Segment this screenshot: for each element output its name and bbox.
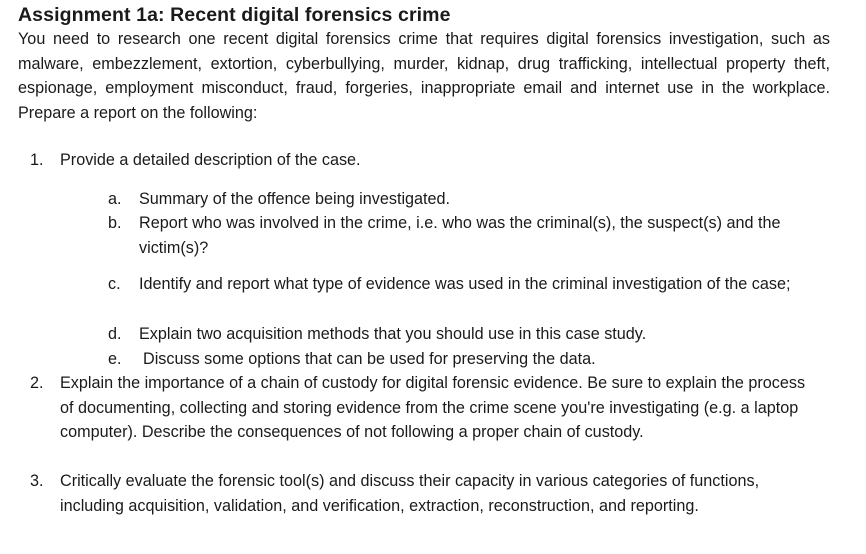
task-text: Critically evaluate the forensic tool(s) and discuss their capacity in various categories of functions, including acquisition, validation, and verification, extraction, reconstruction, and reporting. <box>60 472 760 515</box>
subtask-text: Explain two acquisition methods that you should use in this case study. <box>139 325 647 343</box>
subtask-text: Discuss some options that can be used for preserving the data. <box>143 350 596 368</box>
subtask-text: Summary of the offence being investigated. <box>139 190 451 208</box>
task-number: 2. <box>30 374 44 392</box>
subtask-letter: a. <box>108 190 122 208</box>
subtask-letter: d. <box>108 325 122 343</box>
assignment-intro: You need to research one recent digital forensics crime that requires digital forensics investigation, such as malware, embezzlement, extortion, cyberbullying, murder, kidnap, drug trafficking, intellectual property theft, espionage, employment misconduct, fraud, forgeries, inappropriate email and internet use in the workplace. Prepare a report on the following: <box>18 30 830 122</box>
task-text: Provide a detailed description of the case. <box>60 151 361 169</box>
subtask-letter: b. <box>108 214 122 232</box>
subtask-text: Report who was involved in the crime, i.e. who was the criminal(s), the suspect(s) and the victim(s)? <box>139 214 781 257</box>
task-number: 3. <box>30 472 44 490</box>
subtask-letter: c. <box>108 275 121 293</box>
subtask-text: Identify and report what type of evidence was used in the criminal investigation of the case; <box>139 275 791 293</box>
subtask-letter: e. <box>108 350 122 368</box>
task-text: Explain the importance of a chain of custody for digital forensic evidence. Be sure to explain the process of documenting, collecting and storing evidence from the crime scene you're investigating (e.g. a laptop computer). Describe the consequences of not following a proper chain of custody. <box>60 374 806 441</box>
assignment-title: Assignment 1a: Recent digital forensics crime <box>18 4 451 26</box>
assignment-document <box>18 3 830 125</box>
task-number: 1. <box>30 151 44 169</box>
